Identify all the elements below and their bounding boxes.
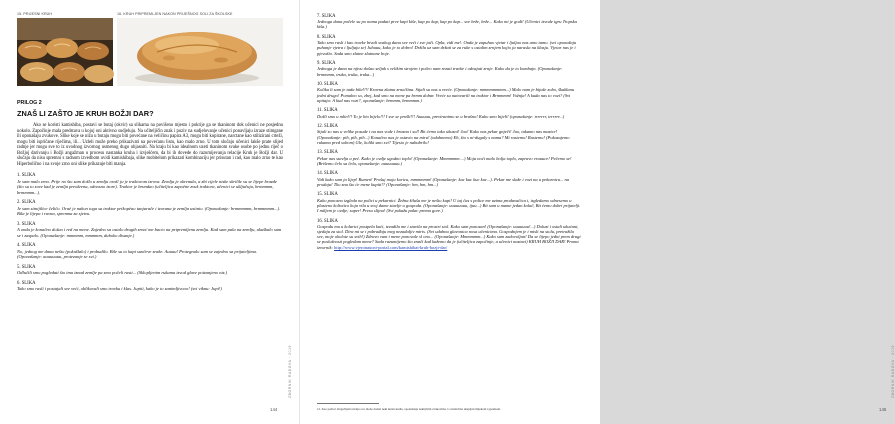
scene-text: Došli smo u mlin!!! To je bio bijelo!!! I sve se prošli!!! Auuuau, previranimo se u brašno! Kako smo bijeli! (oponašanje: trrrrrr, trrrrrr...)	[317, 113, 565, 119]
scene-title: 9. SLIKA	[317, 61, 336, 67]
scene-title: 3. SLIKA	[17, 221, 36, 227]
page-title: ZNAŠ LI ZAŠTO JE KRUH BOŽJI DAR?	[17, 109, 154, 118]
photo-caption: 16. KRUH PRIPREMLJEN NAKON PRIJEŠNOG SOLI ZA ŠKOLSKE	[117, 12, 233, 16]
scene-text: Je sam malo zrno. Prije no što sam došlo u zemlju oraš/ ju je traktorom izrova. Zemlja je okrenula, a zbi cijele niske skrilile su se lijepe brazde (što su to zove kad je zemlja preokrena, odnosno izore). Traktor je brundao (učiteljica zapoène zvuk traktora, učenici se uključuju, brmmmm, brmmmm...).	[17, 178, 277, 195]
right-text-column	[317, 14, 581, 255]
footnote-rule	[317, 403, 379, 404]
photo-strip	[17, 12, 283, 88]
scene-text: Jednoga je dana na njivu došao seljak s velikim strojem i počeo nam rezati travke i odvajati zrnje. Kako da je to kombajn. (Oponašanje: brmmmm, truka, truka, truka...)	[317, 66, 563, 77]
scene-text: Tako smo rasli i kao travke bivali svakog dana sve veći i sve jači. Opla, vidi me!. Onda je zapuhao vjetar i ljuljao nas amo tamo. (svi oponašaju puhanje vjetra i ljuljaju se) Juhuuu, kako je to dobro! Držila uz sam držati se za ruke s ostalim zrnjem kojio ja narasla na klasju. Vjetar nas je i pjevušio. Sada smo zlatne zlatnane boje.	[317, 40, 577, 56]
scene-text: Jednoga dana počele su po nama padati prve kapi kiše, kap po kap, kap po kap... sve brže, brže... Kako mi je godi! (Učenici izvode igru Tropska kiša.)	[317, 19, 577, 30]
scene-title: 5. SLIKA	[17, 264, 36, 270]
page-number: 145	[879, 407, 887, 412]
source-link[interactable]: http://www.vjeronaucni-portal.com/kamishibai-kruh-bozji-dar/	[334, 244, 448, 250]
scene-title: 6. SLIKA	[17, 280, 36, 286]
scene-title: 10. SLIKA	[317, 82, 338, 88]
right-page	[300, 0, 895, 424]
left-text-column	[17, 94, 283, 297]
scene-text: Kolika li sam je tada bila!!!! Kravna zlatna zrna/šina. Stjali su nas u vreće. (Oponašanje: mmmmmmmm...) Malo nam je bijaše zobo, škaklanu jedni drugo! Pomalno so, zbej, kad smo na mene pa brmm dobar. Vreće su natovarili na traktor i Brmmmm! Vožnja! A kuda nas to vozi? (Svi upitaju: A kud nas vozi?, oponašanje: brmmm, brmmmm.)	[317, 87, 575, 103]
scene-title: 15. SLIKA	[317, 192, 338, 198]
running-side-text: ZBORNIK RADOVA · 2019	[891, 344, 895, 398]
scene-text: Stjali so nas u velike posude i na nas vode i brasna i sol! Bit ćemo tako ukusni! Jao! Kako nas pekar gnječi! Jao, tukamo nas mazice! (Oponašanje: pih, pih, pih...) Konačno nas je ostavio na miru! (odahnemo) Eh, što s ni-dugaly s nama? Mi rastemo! Rastemo! (Pokazujemo rukama pred sobom) Gle, koliki smo svi? Tijesto je nabubrilo!	[317, 129, 570, 145]
scene-title: 16. SLIKA	[317, 218, 338, 224]
photo-caption: 15. PRIJESNI KRUH	[17, 12, 53, 16]
scene-text: Vidi kako sam ja lijep! Rumen! Prošuj moju koricu, mmmmmm! (Oponašanje: kuc kuc kuc kuc...). Pekar me slaže i vozi na u pekarnicu... na prodaju! Tko zna što će mene kupiti!? (Oponašanje: hm, hm, hm...)	[317, 176, 570, 187]
running-side-text: ZBORNIK RADOVA · 2019	[288, 344, 292, 398]
scene-text: Je sam sitnijilice čeličo. Oraè je nakon toga sa traktor prikopèao tanjurače i izorana je zemlja usitnio. (Oponašanje: brmmmmm, brmmmmm...). Bila je lijepa i ravna, spremna za sjetvu.	[17, 205, 281, 217]
scene-title: 1. SLIKA	[17, 173, 36, 179]
footnote: 12. Kao pomoć drugačijem učenju ovo može dodati neki kutan kruha, oponašanje neknjivim zvukovima i s učenicima skupljati mijekom i pjesmom.	[317, 407, 501, 412]
appendix-label: PRILOG 2	[17, 100, 42, 106]
scene-title: 8. SLIKA	[317, 35, 336, 40]
scene-text	[317, 224, 581, 250]
scene-text: No, jednog me dana nešto (pokušlalo) i probudilo. Bile su to kapi sunčeve zrake. Auuuu! Protegnulo sam se zajedno sa prijateljima. (Oponašanje: auuuuuuu, protezanje se svi.)	[17, 248, 258, 260]
intro-paragraph: Ako se koristi kamishiba, postavi se butaj (okvir) sa slikama na povišeno mjesto i pokrije ga se tkaninom dok učenici ne posjednu uokolo. Započinje mala predstava u kojoj oni aktivno sudjeluju. Na učiteljičin znak i poziv na sudjelovanje učenici ponavljaju izraze stimgane ili oponašaju zvukove. Slike koje se nižu u butaju mogu biti povećane na veličinu papira A3, mogu biti kopirane, narctane kao stilizirani crteži, mogu biti ispričane riječima, ili... Uzleli može preko prikazivati na povećanu listu, kao malo zrno. U tom slučaju učenici lakše prate slijed radnje jer mogu sve to iz uvodnog izvornog usmenog dugo objasniti. Na kraju bi kao idealnom uzeti tkaninom svake osobe po jednu riječ o Božjoj darivanju i Božji angažman u procesu nastanka kruha i izvješćem, da bi ih dovede do razumijevanja relacije Kruh je Božji dar. U slučaju da nisu spremni s radnom izvedbom uvidi kamishibaja, slike mobitelom prikazati kombinaciju jer prisutan i rad, kao malo zrno te kao Hiperbolično i na svoje zrno oni slike prikazuje biti manja.	[17, 123, 283, 167]
scene-title: 4. SLIKA	[17, 243, 36, 249]
scene-title: 14. SLIKA	[317, 171, 338, 177]
scene-title: 11. SLIKA	[317, 108, 338, 114]
scene-title: 12. SLIKA	[317, 124, 338, 130]
scene-text: Tako smo rasli i postajali sve veći, oblikovali smo travku i klas. Jupiii, kako je to zanimljivooo! (svi viknu: Jupi!)	[17, 286, 222, 292]
scene-text: Odlučili smo pogledati što ima iznad zemlje pa smo počeli rasti... (Sklopljenim rukama izvod glave poizanjeno niz.)	[17, 270, 228, 276]
scene-title: 7. SLIKA	[317, 14, 336, 19]
scene-text: Pekar nas stavlja u peć. Kako je ovdje ugodno toplo! (Oponašanje: Mmmmmm....) Moja noći malo bolja toplo, zapravo vruuuce! Pečemo se! (Brišemo čelo sa čela, oponašanje: auuuuuuu.)	[317, 155, 572, 166]
scene-text-body: Gospodu mu u kolarici postpela kući, izvadila me i stavila na prostri stol. Kako sam ponosan! (Oponašanje: uuuuuuu!...) Doluzi i ostali ukućani, sjedaju za stol. Dira mi se i pobrađaju meg nezadaljiv miris. (Svi udahnu glavonica nosa učenicima. Gospodnjem je i misli na stolu, pretražila sve, moje okolote su svih!) Zdravo vam i mene ponovale sl ono... (Oponašanje: Mmmmmm...) Kako sam zadovoljan! Da se lijepo jedni prem drugi se poslušnosti pogledam mene? Sada razumijemo što znači kad kažemo da je (učiteljica započinje, a učenici nastavi) KRUH BOŽJI DAR! Proma izvornik:	[317, 223, 581, 250]
left-page	[0, 0, 300, 424]
scene-title: 2. SLIKA	[17, 200, 36, 206]
round-loaf-photo	[117, 18, 283, 86]
page-number: 144	[270, 407, 278, 412]
scene-title: 13. SLIKA	[317, 150, 338, 156]
bread-loaves-photo	[17, 18, 113, 86]
scene-text: Kako ponosno izgleda na polici u pekarnici. Žežna žiluša me je nešto kupi! U taj čas s police me uzima prodavačica i, izgledamo odnesemo u plasteno koliotico koja vila u svoj dame stavlje u gospoda. (Oponašanje: uuuuuuuu, ijuu...) Bit sam u mame jedan kolač, Bit ćemo dobri prijatelji. I miljem je ovdje; super! Presu slijna! (Svi pokažu palac prema gore.)	[317, 197, 581, 214]
scene-text: A onda je konačno došao i red na mene. Zajedno sa ostalo drugih zrna/ me bacio na pripremljenu zemlju. Kad sam pala na zemlju, ukuškalo sam se i zaspalo. (Oponašanje: mmmmm, mmmmm, duboko disanje.)	[17, 227, 282, 238]
